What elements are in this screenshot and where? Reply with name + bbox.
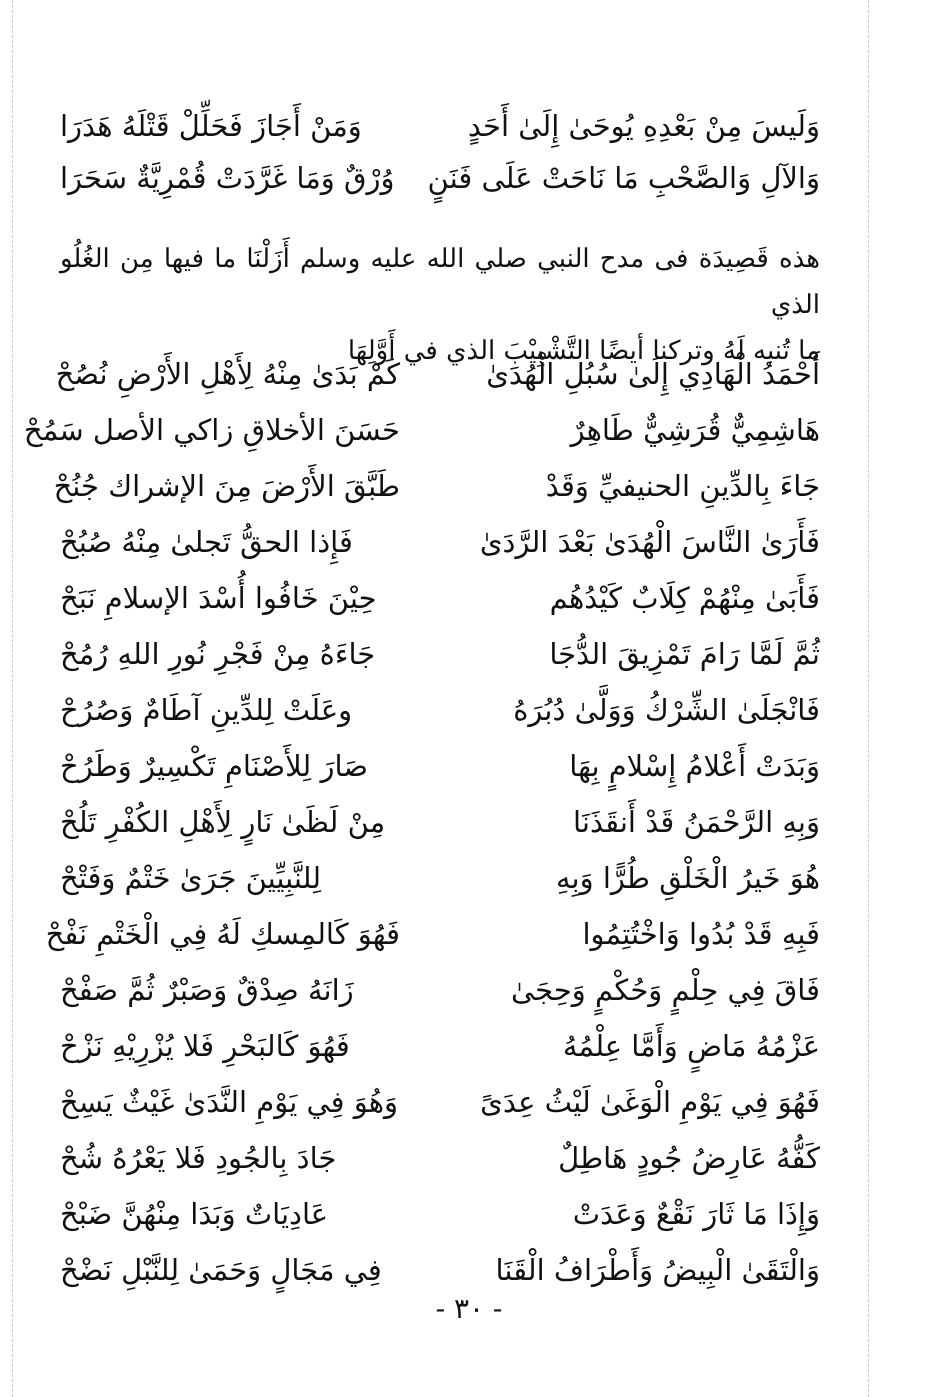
- verse-second-hemistich: وَمَنْ أَجَازَ فَحَلِّلْ قَتْلَهُ هَدَرَا: [60, 108, 362, 143]
- verse-second-hemistich: فَهُوَ كَالمِسكِ لَهُ فِي الْخَتْمِ نَفْحْ: [45, 916, 400, 951]
- verse-first-hemistich: أَحْمَدُ الْهَادِي إِلَىٰ سُبُلِ الْهُدَىٰ: [486, 356, 820, 391]
- verse-row: [60, 514, 820, 570]
- verse-first-hemistich: هَاشِمِيٌّ قُرَشِيٌّ طَاهِرٌ: [570, 412, 820, 447]
- verse-row: [60, 152, 820, 204]
- verse-row: [60, 682, 820, 738]
- verse-first-hemistich: وَالآلِ وَالصَّحْبِ مَا نَاحَتْ عَلَى فَنَنٍ: [427, 160, 820, 195]
- verse-second-hemistich: عَادِيَاتٌ وَبَدَا مِنْهُنَّ ضَبْحْ: [60, 1196, 329, 1231]
- verse-row: [60, 794, 820, 850]
- scan-guide-right: [868, 0, 869, 1397]
- verse-row: [60, 626, 820, 682]
- intro-line: هذه قَصِيدَة فى مدح النبي صلي الله عليه وسلم أَزَلْنَا ما فيها مِن الغُلُو الذي: [60, 244, 820, 320]
- closing-verses: [60, 100, 820, 204]
- verse-first-hemistich: وَبَدَتْ أَعْلامُ إِسْلامٍ بِهَا: [569, 748, 820, 783]
- verse-first-hemistich: ثُمَّ لَمَّا رَامَ تَمْزِيقَ الدُّجَا: [549, 636, 820, 671]
- verse-second-hemistich: مِنْ لَظَىٰ نَارٍ لِأَهْلِ الكُفْرِ تَلُحْ: [60, 804, 386, 839]
- verse-first-hemistich: فَاقَ فِي حِلْمٍ وَحُكْمٍ وَحِجَىٰ: [510, 972, 820, 1007]
- verse-second-hemistich: حِيْنَ خَافُوا أُسْدَ الإسلامِ نَبَحْ: [60, 580, 377, 615]
- verse-second-hemistich: فِي مَجَالٍ وَحَمَىٰ لِلنَّبْلِ نَضْحْ: [60, 1252, 382, 1287]
- verse-first-hemistich: وَإِذَا مَا ثَارَ نَقْعٌ وَعَدَتْ: [572, 1196, 820, 1231]
- verse-row: [60, 100, 820, 152]
- intro-line: ما تُنبه لَهُ وتركنا أيضًا التَّشْبِيْبَ الذي في أَوَّلِهَا: [347, 336, 820, 366]
- poem: [23, 346, 820, 1298]
- verse-second-hemistich: فَإِذا الحقُّ تَجلىٰ مِنْهُ صُبُحْ: [60, 524, 353, 559]
- verse-second-hemistich: جَادَ بِالجُودِ فَلا يَعْرُهُ شُحْ: [60, 1140, 337, 1175]
- verse-row: [60, 1074, 820, 1130]
- verse-second-hemistich: حَسَنَ الأخلاقِ زاكي الأصل سَمُحْ: [23, 412, 400, 447]
- verse-second-hemistich: صَارَ لِلأَصْنَامِ تَكْسِيرٌ وَطَرُحْ: [60, 748, 368, 783]
- verse-row: [60, 1186, 820, 1242]
- verse-first-hemistich: وَبِهِ الرَّحْمَنُ قَدْ أَنقَذَنَا: [573, 804, 820, 839]
- verse-row: [60, 738, 820, 794]
- verse-second-hemistich: زَانَهُ صِدْقٌ وَصَبْرٌ ثُمَّ صَفْحْ: [60, 972, 354, 1007]
- verse-first-hemistich: جَاءَ بِالدِّينِ الحنيفيِّ وَقَدْ: [545, 468, 820, 503]
- verse-second-hemistich: وَهُوَ فِي يَوْمِ النَّدَىٰ غَيْثٌ يَسِحْ: [60, 1084, 399, 1119]
- verse-row: [60, 1018, 820, 1074]
- verse-row: [60, 962, 820, 1018]
- verse-first-hemistich: كَفُّهُ عَارِضُ جُودٍ هَاطِلٌ: [558, 1140, 820, 1175]
- verse-second-hemistich: لِلنَّبِيِّينَ جَرَىٰ خَتْمٌ وَفَتْحْ: [60, 860, 322, 895]
- verse-row: [60, 570, 820, 626]
- verse-second-hemistich: وُرْقٌ وَمَا غَرَّدَتْ قُمْرِيَّةٌ سَحَرَا: [60, 160, 395, 195]
- scan-guide-left: [12, 0, 13, 1397]
- verse-first-hemistich: وَلَيسَ مِنْ بَعْدِهِ يُوحَىٰ إِلَىٰ أَحَدٍ: [467, 108, 820, 143]
- page-number: - ٣٠ -: [435, 1292, 503, 1325]
- verse-second-hemistich: جَاءَهُ مِنْ فَجْرِ نُورِ اللهِ رُمُحْ: [60, 636, 376, 671]
- verse-first-hemistich: وَالْتَقَىٰ الْبِيضُ وَأَطْرَافُ الْقَنَا: [495, 1252, 820, 1287]
- verse-row: [53, 458, 820, 514]
- verse-first-hemistich: فَبِهِ قَدْ بُدُوا وَاخْتُتِمُوا: [582, 916, 820, 951]
- verse-row: [60, 1242, 820, 1298]
- verse-first-hemistich: هُوَ خَيرُ الْخَلْقِ طُرًّا وَبِهِ: [556, 860, 820, 895]
- verse-row: [60, 1130, 820, 1186]
- verse-first-hemistich: فَهُوَ فِي يَوْمِ الْوَغَىٰ لَيْثُ عِدَىً: [480, 1084, 820, 1119]
- verse-row: [55, 346, 820, 402]
- verse-first-hemistich: فَأَرَىٰ النَّاسَ الْهُدَىٰ بَعْدَ الرَّدَىٰ: [479, 524, 820, 559]
- verse-second-hemistich: وعَلَتْ لِلدِّينِ آطَامٌ وَصُرُحْ: [60, 692, 353, 727]
- verse-second-hemistich: فَهُوَ كَالبَحْرِ فَلا يُزْرِيْهِ نَزْحْ: [60, 1028, 350, 1063]
- verse-first-hemistich: عَزْمُهُ مَاضٍ وَأَمَّا عِلْمُهُ: [562, 1028, 820, 1063]
- verse-row: [23, 402, 820, 458]
- verse-first-hemistich: فَأَبَىٰ مِنْهُمْ كِلَابٌ كَيْدُهُم: [549, 580, 820, 615]
- verse-second-hemistich: طَبَّقَ الأَرْضَ مِنَ الإشراك جُنُحْ: [53, 468, 400, 503]
- verse-row: [45, 906, 820, 962]
- verse-second-hemistich: كَمْ بَدَىٰ مِنْهُ لِأَهْلِ الأَرْضِ نُصُحْ: [55, 356, 400, 391]
- verse-first-hemistich: فَانْجَلَىٰ الشِّرْكُ وَوَلَّىٰ دُبُرَهُ: [513, 692, 820, 727]
- verse-row: [60, 850, 820, 906]
